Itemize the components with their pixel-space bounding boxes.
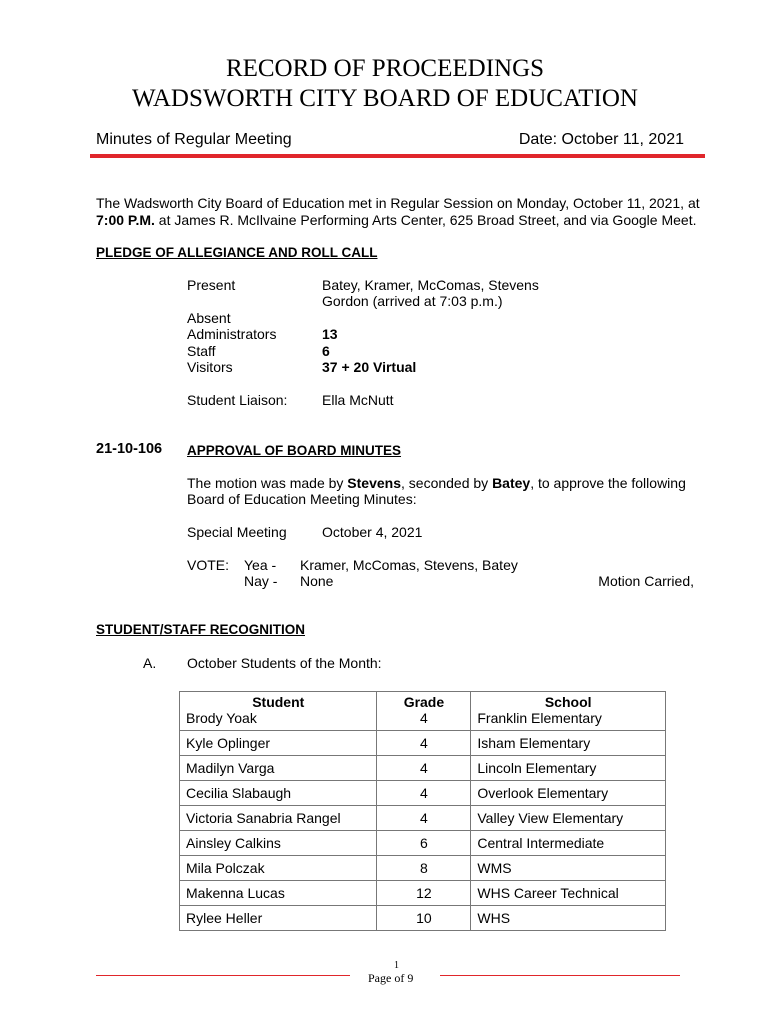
table-row xyxy=(180,756,666,781)
column-header-grade: Grade xyxy=(377,692,471,711)
column-header-school: School xyxy=(471,692,666,711)
student-grade: 4 xyxy=(377,710,471,731)
student-name: Cecilia Slabaugh xyxy=(180,781,377,806)
document-title-line2: WADSWORTH CITY BOARD OF EDUCATION xyxy=(132,85,638,112)
header-divider xyxy=(90,154,705,158)
motion-text: , to approve the following xyxy=(530,475,686,491)
table-row xyxy=(180,781,666,806)
vote-label: VOTE: xyxy=(187,557,230,573)
student-grade: 10 xyxy=(377,906,471,931)
recognition-heading: STUDENT/STAFF RECOGNITION xyxy=(96,622,305,637)
nay-value: None xyxy=(300,573,334,589)
motion-seconder: Batey xyxy=(492,475,531,491)
roll-call-heading: PLEDGE OF ALLEGIANCE AND ROLL CALL xyxy=(96,245,378,260)
table-row xyxy=(180,806,666,831)
recognition-item-letter: A. xyxy=(143,655,157,671)
student-school: Franklin Elementary xyxy=(471,710,666,731)
student-name: Mila Polczak xyxy=(180,856,377,881)
student-name: Kyle Oplinger xyxy=(180,731,377,756)
table-row xyxy=(180,831,666,856)
minutes-heading: APPROVAL OF BOARD MINUTES xyxy=(187,443,402,458)
student-grade: 4 xyxy=(377,756,471,781)
item-number: 21-10-106 xyxy=(96,441,163,457)
intro-text-before: The Wadsworth City Board of Education met in Regular Session on Monday, October 11, 2021, at xyxy=(96,195,700,211)
student-liaison-value: Ella McNutt xyxy=(322,392,394,408)
student-name: Makenna Lucas xyxy=(180,881,377,906)
administrators-value: 13 xyxy=(322,326,338,342)
student-school: Central Intermediate xyxy=(471,831,666,856)
student-school: Overlook Elementary xyxy=(471,781,666,806)
student-liaison-label: Student Liaison: xyxy=(187,392,288,408)
special-meeting-date: October 4, 2021 xyxy=(322,524,423,540)
absent-label: Absent xyxy=(187,310,231,326)
staff-value: 6 xyxy=(322,343,330,359)
student-school: WHS xyxy=(471,906,666,931)
student-grade: 12 xyxy=(377,881,471,906)
student-name: Victoria Sanabria Rangel xyxy=(180,806,377,831)
footer-page-number: 1 xyxy=(394,960,399,971)
footer-rule-right xyxy=(440,975,680,976)
visitors-value: 37 + 20 Virtual xyxy=(322,359,417,375)
yea-value: Kramer, McComas, Stevens, Batey xyxy=(300,557,518,573)
student-school: Isham Elementary xyxy=(471,731,666,756)
table-header-row xyxy=(180,692,666,711)
present-label: Present xyxy=(187,277,236,293)
student-grade: 4 xyxy=(377,806,471,831)
student-grade: 6 xyxy=(377,831,471,856)
staff-label: Staff xyxy=(187,343,216,359)
student-school: WHS Career Technical xyxy=(471,881,666,906)
table-row xyxy=(180,881,666,906)
special-meeting-label: Special Meeting xyxy=(187,524,287,540)
footer-page-text: Page of 9 xyxy=(368,971,414,985)
footer-rule-left xyxy=(96,975,350,976)
recognition-item-text: October Students of the Month: xyxy=(187,655,382,671)
student-school: Lincoln Elementary xyxy=(471,756,666,781)
student-name: Brody Yoak xyxy=(180,710,377,731)
student-grade: 4 xyxy=(377,781,471,806)
student-name: Rylee Heller xyxy=(180,906,377,931)
student-school: Valley View Elementary xyxy=(471,806,666,831)
document-title-line1: RECORD OF PROCEEDINGS xyxy=(225,55,545,82)
motion-mover: Stevens xyxy=(347,475,401,491)
motion-text: , seconded by xyxy=(401,475,493,491)
motion-line1 xyxy=(187,475,686,492)
student-name: Madilyn Varga xyxy=(180,756,377,781)
motion-result: Motion Carried, xyxy=(598,573,694,589)
present-value: Batey, Kramer, McComas, Stevens xyxy=(322,277,539,293)
table-row xyxy=(180,710,666,731)
students-of-month-table xyxy=(179,691,666,931)
intro-paragraph xyxy=(96,195,706,229)
motion-text: The motion was made by xyxy=(187,475,348,491)
student-grade: 8 xyxy=(377,856,471,881)
student-grade: 4 xyxy=(377,731,471,756)
motion-line2: Board of Education Meeting Minutes: xyxy=(187,491,417,507)
meeting-type: Minutes of Regular Meeting xyxy=(96,131,292,148)
visitors-label: Visitors xyxy=(187,359,233,375)
meeting-date: Date: October 11, 2021 xyxy=(518,131,684,148)
intro-time: 7:00 P.M. xyxy=(96,212,155,228)
student-name: Ainsley Calkins xyxy=(180,831,377,856)
yea-label: Yea - xyxy=(244,557,277,573)
student-school: WMS xyxy=(471,856,666,881)
table-row xyxy=(180,731,666,756)
present-value-late: Gordon (arrived at 7:03 p.m.) xyxy=(322,293,503,309)
table-row xyxy=(180,906,666,931)
table-row xyxy=(180,856,666,881)
nay-label: Nay - xyxy=(244,573,278,589)
intro-text-after: at James R. McIlvaine Performing Arts Center, 625 Broad Street, and via Google Meet. xyxy=(154,212,697,228)
administrators-label: Administrators xyxy=(187,326,277,342)
column-header-student: Student xyxy=(180,692,377,711)
